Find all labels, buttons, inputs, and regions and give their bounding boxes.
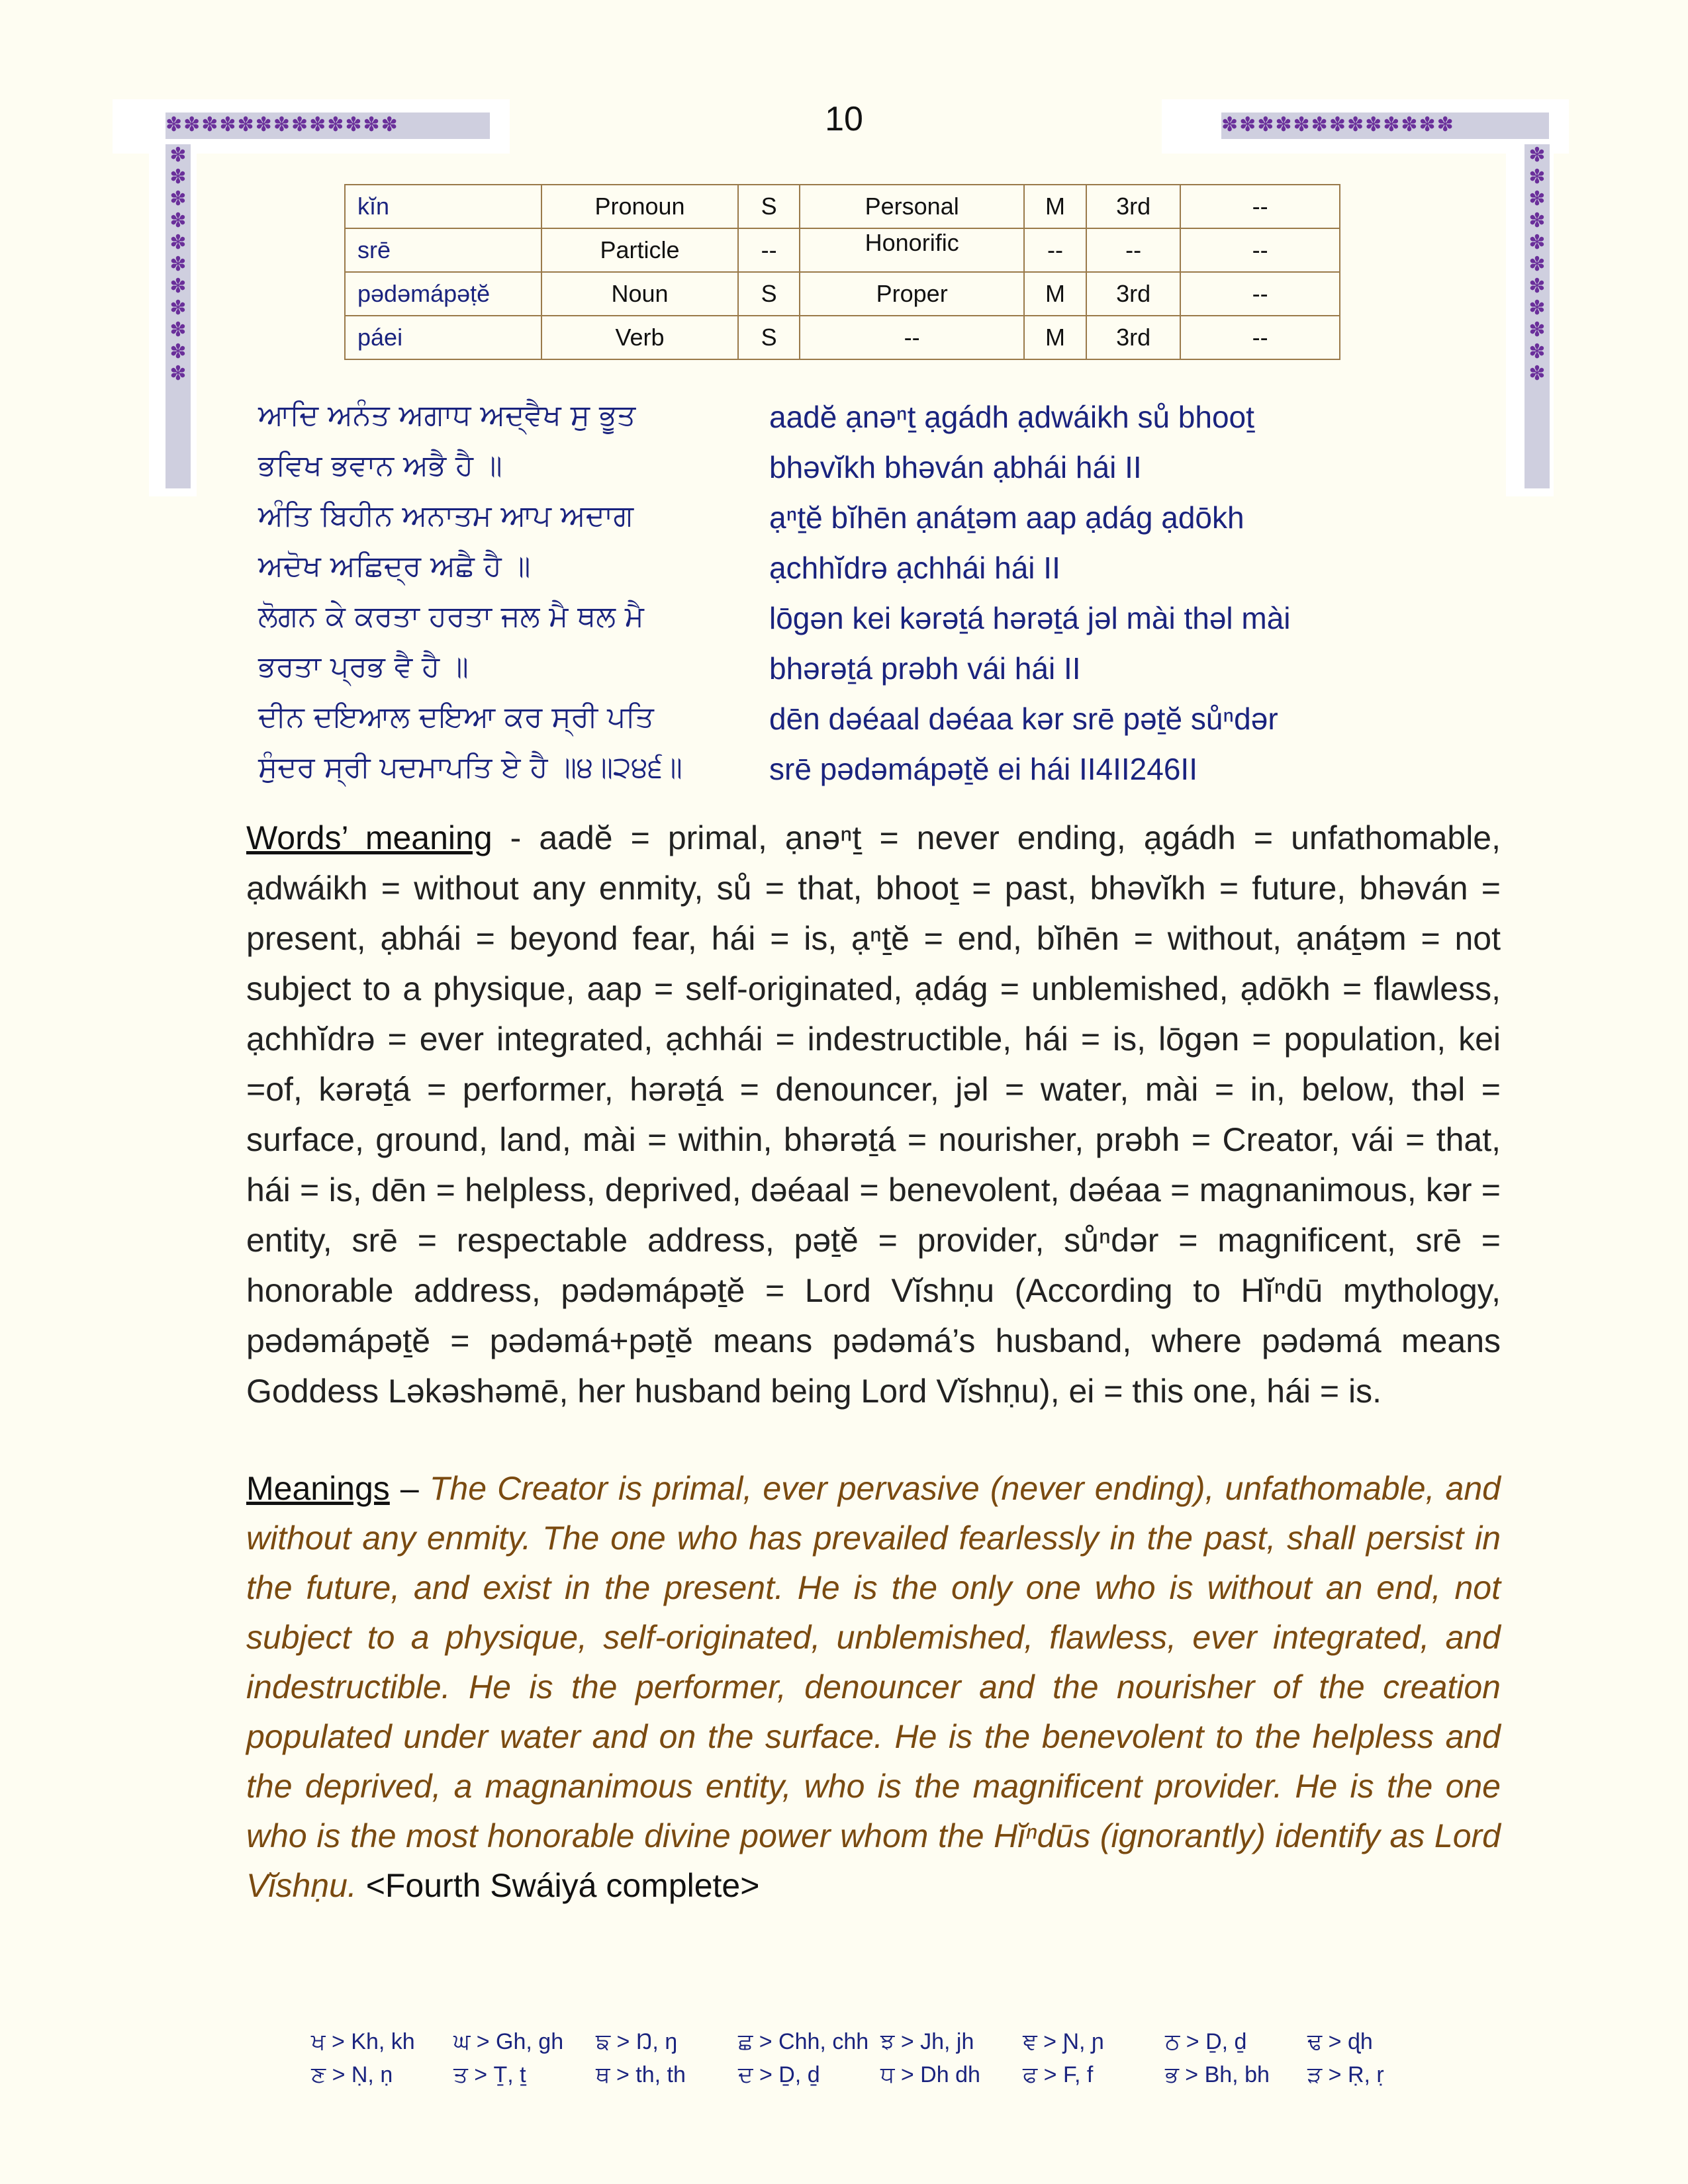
verse-transliteration (769, 392, 1291, 794)
verse-line: ਆਦਿ ਅਨੰਤ ਅਗਾਧ ਅਦ੍ਵੈਖ ਸੁ ਭੂਤ (258, 398, 636, 432)
verse-line: aadĕ ạnəⁿṯ ạgádh ạdwáikh sů bhooṯ (769, 400, 1254, 434)
decorative-border-right: ✽✽✽✽✽✽✽✽✽✽✽ (1524, 144, 1550, 488)
table-cell: M (1024, 316, 1086, 359)
table-cell: Noun (541, 272, 737, 316)
verse-line: bhəvĭkh bhəván ạbhái hái II (769, 450, 1142, 484)
meanings-heading: Meanings (246, 1470, 390, 1507)
decorative-border-left: ✽✽✽✽✽✽✽✽✽✽✽ (165, 144, 191, 488)
verse-line: ਅਦੋਖ ਅਛਿਦ੍ਰ ਅਛੈ ਹੈ ॥ (258, 549, 531, 583)
table-cell: Particle (541, 228, 737, 272)
key-item: ਘ > Gh, gh (453, 2028, 564, 2054)
table-cell: páei (345, 316, 541, 359)
table-cell: 3rd (1086, 185, 1180, 228)
key-item: ਥ > th, th (596, 2062, 686, 2087)
page-number: 10 (825, 100, 863, 138)
words-meaning-heading: Words’ meaning (246, 819, 492, 856)
key-item: ਦ > Ḏ, ḏ (738, 2062, 820, 2087)
table-cell: -- (1180, 228, 1340, 272)
key-item: ਫ > F, f (1023, 2062, 1094, 2087)
table-cell: kĭn (345, 185, 541, 228)
verse-line: ਭਵਿਖ ਭਵਾਨ ਅਭੈ ਹੈ ॥ (258, 449, 502, 482)
key-item: ਝ > Jh, jh (880, 2028, 974, 2054)
verse-line: ਲੋਗਨ ਕੇ ਕਰਤਾ ਹਰਤਾ ਜਲ ਮੈ ਥਲ ਮੈ (258, 600, 644, 633)
table-cell: pədəmápəṭĕ (345, 272, 541, 316)
decorative-border-top-left: ✽✽✽✽✽✽✽✽✽✽✽✽✽ (165, 113, 490, 139)
table-cell: -- (1024, 228, 1086, 272)
verse-line: bhərəṯá prəbh vái hái II (769, 651, 1081, 686)
table-cell: -- (1180, 185, 1340, 228)
table-cell: 3rd (1086, 272, 1180, 316)
table-cell: Honorific (800, 228, 1023, 272)
verse-line: ਭਰਤਾ ਪ੍ਰਭ ਵੈ ਹੈ ॥ (258, 650, 469, 684)
key-item: ਙ > Ŋ, ŋ (596, 2028, 678, 2054)
table-cell: Pronoun (541, 185, 737, 228)
meanings-dash: – (400, 1470, 419, 1507)
table-row (345, 272, 1340, 316)
verse-line: srē pədəmápəṯĕ ei hái II4II246II (769, 752, 1197, 786)
key-row (311, 2058, 1450, 2091)
verse-gurmukhi (258, 390, 682, 793)
table-row (345, 185, 1340, 228)
verse-line: ਅੰਤਿ ਬਿਹੀਨ ਅਨਾਤਮ ਆਪ ਅਦਾਗ (258, 499, 633, 533)
table-cell: srē (345, 228, 541, 272)
key-item: ਣ > Ṇ, ṇ (311, 2062, 393, 2087)
grammar-table (344, 184, 1340, 360)
table-cell: -- (1086, 228, 1180, 272)
verse-line: dēn dəéaal dəéaa kər srē pəṯĕ sůⁿdər (769, 702, 1278, 736)
table-cell: S (738, 272, 800, 316)
table-cell: -- (1180, 316, 1340, 359)
key-item: ਛ > Chh, chh (738, 2028, 869, 2054)
verse-line: ਸੁੰਦਰ ਸ੍ਰੀ ਪਦਮਾਪਤਿ ਏ ਹੈ ॥੪॥੨੪੬॥ (258, 751, 682, 784)
key-item: ੜ > Ṛ, ṛ (1307, 2062, 1384, 2087)
verse-line: ạchhĭdrə ạchhái hái II (769, 551, 1060, 585)
table-cell: -- (800, 316, 1023, 359)
key-item: ਧ > Dh dh (880, 2062, 980, 2087)
table-cell: -- (738, 228, 800, 272)
table-cell: S (738, 185, 800, 228)
table-cell: -- (1180, 272, 1340, 316)
transliteration-key (311, 2025, 1450, 2091)
key-item: ਠ > Ḏ, ḏ (1165, 2028, 1247, 2054)
decorative-border-top-right: ✽✽✽✽✽✽✽✽✽✽✽✽✽ (1221, 113, 1549, 139)
key-item: ਭ > Bh, bh (1165, 2062, 1270, 2087)
key-row (311, 2025, 1450, 2058)
table-row (345, 316, 1340, 359)
meanings-text: The Creator is primal, ever pervasive (never ending), unfathomable, and without any enmity. The one who has prevailed fearlessly in the past, shall persist in the future, and exist in the present. He is the only one who is without an end, not subject to a physique, self-originated, unblemished, flawless, ever integrated, and indestructible. He is the performer, denouncer and the nourisher of the creation populated under water and on the surface. He is the benevolent to the helpless and the deprived, a magnanimous entity, who is the magnificent provider. He is the one who is the most honorable divine power whom the Hĭⁿdūs (ignorantly) identify as Lord Vĭshṇu. (246, 1470, 1501, 1904)
table-cell: S (738, 316, 800, 359)
table-cell: Proper (800, 272, 1023, 316)
table-cell: Personal (800, 185, 1023, 228)
table-cell: 3rd (1086, 316, 1180, 359)
verse-line: ਦੀਨ ਦਇਆਲ ਦਇਆ ਕਰ ਸ੍ਰੀ ਪਤਿ (258, 700, 654, 734)
table-cell: M (1024, 185, 1086, 228)
key-item: ਢ > ɖh (1307, 2028, 1373, 2054)
key-item: ਤ > Ṯ, ṯ (453, 2062, 526, 2087)
key-item: ਖ > Kh, kh (311, 2028, 415, 2054)
meanings-ending: <Fourth Swáiyá complete> (365, 1867, 760, 1904)
meanings-paragraph (246, 1464, 1501, 1911)
key-item: ਞ > Ɲ, ɲ (1023, 2028, 1104, 2054)
words-meaning-paragraph (246, 813, 1501, 1416)
words-meaning-text: - aadĕ = primal, ạnəⁿṯ = never ending, ạgádh = unfathomable, ạdwáikh = without any enmity, sů = that, bhooṯ = past, bhəvĭkh = future, bhəván = present, ạbhái = beyond fear, hái = is, ạⁿṯĕ = end, bĭhēn = without, ạnáṯəm = not subject to a physique, aap = self-originated, ạdág = unblemished, ạdōkh = flawless, ạchhĭdrə = ever integrated, ạchhái = indestructible, hái = is, lōgən = population, kei =of, kərəṯá = performer, hərəṯá = denouncer, jəl = water, mài = in, below, thəl = surface, ground, land, mài = within, bhərəṯá = nourisher, prəbh = Creator, vái = that, hái = is, dēn = helpless, deprived, dəéaal = benevolent, dəéaa = magnanimous, kər = entity, srē = respectable address, pəṯĕ = provider, sůⁿdər = magnificent, srē = honorable address, pədəmápəṯĕ = Lord Vĭshṇu (According to Hĭⁿdū mythology, pədəmápəṯĕ = pədəmá+pəṯĕ means pədəmá’s husband, where pədəmá means Goddess Ləkəshəmē, her husband being Lord Vĭshṇu), ei = this one, hái = is. (246, 819, 1501, 1410)
table-cell: Verb (541, 316, 737, 359)
verse-line: ạⁿṯĕ bĭhēn ạnáṯəm aap ạdág ạdōkh (769, 500, 1244, 535)
table-row (345, 228, 1340, 272)
verse-line: lōgən kei kərəṯá hərəṯá jəl mài thəl mài (769, 601, 1291, 635)
table-cell: M (1024, 272, 1086, 316)
